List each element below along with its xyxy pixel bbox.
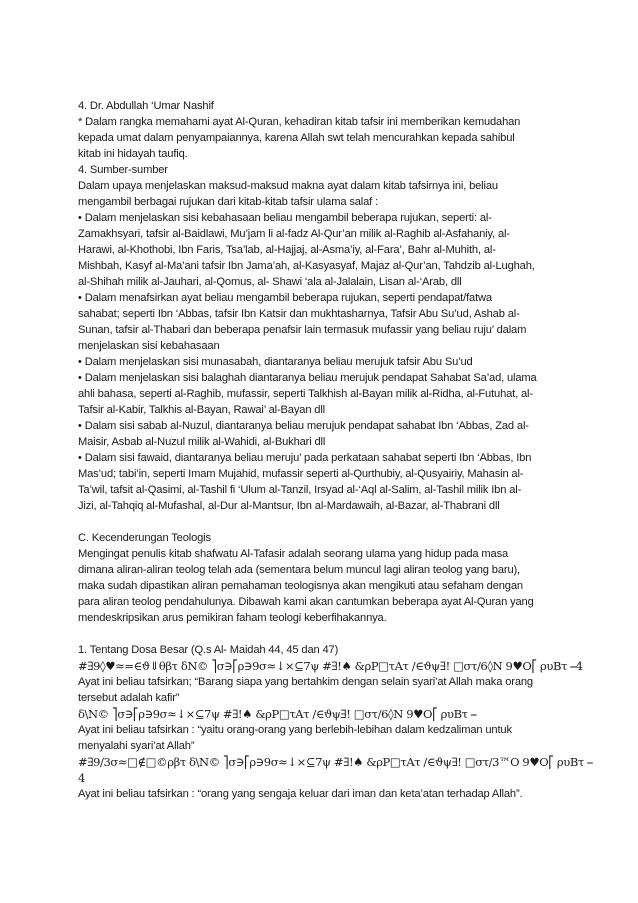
heading-sumber: 4. Sumber-sumber xyxy=(78,164,168,176)
text-line: Tafsir al-Kabir, Talkhis al-Bayan, Rawai’ al-Bayan dll xyxy=(78,404,326,416)
text-line: Mengingat penulis kitab shafwatu Al-Tafasir adalah seorang ulama yang hidup pada masa xyxy=(78,548,509,560)
arabic-verse-line: 4 xyxy=(78,771,85,785)
paragraph-gap xyxy=(78,626,568,642)
text-line: Dalam upaya menjelaskan maksud-maksud makna ayat dalam kitab tafsirnya ini, beliau xyxy=(78,180,498,192)
text-line: * Dalam rangka memahami ayat Al-Quran, kehadiran kitab tafsir ini memberikan kemudahan xyxy=(78,116,521,128)
section-teologis xyxy=(78,530,568,626)
paragraph-gap xyxy=(78,514,568,530)
arabic-verse-line: #∃9/3σ≈□∉□©ρβτ δ\Ν© ⎤σ∋⎡ρ∋9σ≈↓×⊆7ψ #∃!♠ &ρΡ□τΑτ /∈ϑψ∃! □στ/3™Ο 9♥Ο⎡ ρυΒτ ⎯ xyxy=(78,755,593,769)
bullet-line: • Dalam menjelaskan sisi munasabah, diantaranya beliau merujuk tafsir Abu Su’ud xyxy=(78,356,473,368)
text-line: menjelaskan sisi kebahasaan xyxy=(78,340,220,352)
bullet-line: • Dalam menafsirkan ayat beliau mengambil beberapa rujukan, seperti pendapat/fatwa xyxy=(78,292,492,304)
document-page xyxy=(78,98,593,802)
text-line: menyalahi syari’at Allah” xyxy=(78,740,195,752)
text-line: sahabat; seperti Ibn ‘Abbas, tafsir Ibn Katsir dan mukhtasharnya, Tafsir Abu Su’ud, Ashab al- xyxy=(78,308,520,320)
heading-nashif: 4. Dr. Abdullah ‘Umar Nashif xyxy=(78,100,214,112)
section-dosa-besar xyxy=(78,642,593,802)
text-line: al-Shihah milik al-Jauhari, al-Qomus, al- Shawi ‘ala al-Jalalain, Lisan al-‘Arab, dll xyxy=(78,276,462,288)
text-line: tersebut adalah kafir” xyxy=(78,692,180,704)
text-line: Maisir, Asbab al-Nuzul milik al-Wahidi, al-Bukhari dll xyxy=(78,436,326,448)
text-line: Sunan, tafsir al-Thabari dan beberapa penafsir lain termasuk mufassir yang beliau ruju’ dalam xyxy=(78,324,527,336)
text-line: Ayat ini beliau tafsirkan : “yaitu orang-orang yang berlebih-lebihan dalam kedzaliman untuk xyxy=(78,724,512,736)
text-line: mendeskripsikan arus pemikiran faham teologi keberfihakannya. xyxy=(78,612,387,624)
text-line: mengambil berbagai rujukan dari kitab-kitab tafsir ulama salaf : xyxy=(78,196,379,208)
text-line: Mas’ud; tabi’in, seperti Imam Mujahid, mufassir seperti al-Qurthubiy, al-Qusyairiy, Mahasin al- xyxy=(78,468,524,480)
bullet-line: • Dalam sisi fawaid, diantaranya beliau meruju’ pada perkataan sahabat seperti Ibn ‘Abbas, Ibn xyxy=(78,452,532,464)
text-line: Ta’wil, tafsit al-Qasimi, al-Tashil fi ‘Ulum al-Tanzil, Irsyad al-‘Aql al-Salim, al-Tashil milik Ibn al- xyxy=(78,484,522,496)
text-line: Mishbah, Kasyf al-Ma’ani tafsir Ibn Jama’ah, al-Kasyasyaf, Majaz al-Qur’an, Tahdzib al-Lughah, xyxy=(78,260,535,272)
text-line: kitab ini hidayah taufiq. xyxy=(78,148,188,160)
arabic-verse-line: δ\Ν© ⎤σ∋⎡ρ∋9σ≈↓×⊆7ψ #∃!♠ &ρΡ□τΑτ /∈ϑψ∃! □στ/6◊Ν 9♥Ο⎡ ρυΒτ ⎯ xyxy=(78,707,477,721)
text-line: maka sudah dipastikan aliran pemahaman teologisnya akan mengikuti atau sefaham dengan xyxy=(78,580,523,592)
text-line: Zamakhsyari, tafsir al-Baidlawi, Mu’jam li al-fadz Al-Qur’an milik al-Raghib al-Asfahaniy, al- xyxy=(78,228,510,240)
heading-teologis: C. Kecenderungan Teologis xyxy=(78,532,211,544)
text-line: kepada umat dalam penyampaiannya, karena Allah swt telah mencurahkan kepada sahibul xyxy=(78,132,515,144)
text-line: Ayat ini beliau tafsirkan : “orang yang sengaja keluar dari iman dan keta’atan terhadap Allah”. xyxy=(78,788,523,800)
text-line: dimana aliran-aliran teolog telah ada (sementara belum muncul lagi aliran teolog yang baru), xyxy=(78,564,520,576)
bullet-line: • Dalam sisi sabab al-Nuzul, diantaranya beliau merujuk pendapat sahabat Ibn ‘Abbas, Zad al- xyxy=(78,420,529,432)
text-line: Harawi, al-Khothobi, Ibn Faris, Tsa’lab, al-Hajjaj, al-Asma’iy, al-Fara’, Bahr al-Muhith, al- xyxy=(78,244,496,256)
text-line: ahli bahasa, seperti al-Raghib, mufassir, seperti Talkhish al-Bayan milik al-Ridha, al-Futuhat, al- xyxy=(78,388,533,400)
bullet-line: • Dalam menjelaskan sisi balaghah diantaranya beliau merujuk pendapat Sahabat Sa’ad, ulama xyxy=(78,372,537,384)
text-line: para aliran teolog pendahulunya. Dibawah kami akan cantumkan beberapa ayat Al-Quran yang xyxy=(78,596,534,608)
section-nashif xyxy=(78,98,568,514)
heading-dosa-besar: 1. Tentang Dosa Besar (Q.s Al- Maidah 44, 45 dan 47) xyxy=(78,644,339,656)
text-line: Ayat ini beliau tafsirkan; “Barang siapa yang bertahkim dengan selain syari’at Allah maka orang xyxy=(78,676,533,688)
text-line: Jizi, al-Tahqiq al-Mufashal, al-Dur al-Mantsur, Ibn al-Mardawaih, al-Bazar, al-Thabrani dll xyxy=(78,500,500,512)
bullet-line: • Dalam menjelaskan sisi kebahasaan beliau mengambil beberapa rujukan, seperti: al- xyxy=(78,212,492,224)
arabic-verse-line: #∃9◊♥≈=∈ϑ⇓θβτ δΝ© ⎤σ∋⎡ρ∋9σ≈↓×⊆7ψ #∃!♠ &ρΡ□τΑτ /∈ϑψ∃! □στ/6◊Ν 9♥Ο⎡ ρυΒτ ⎯4 xyxy=(78,659,583,673)
